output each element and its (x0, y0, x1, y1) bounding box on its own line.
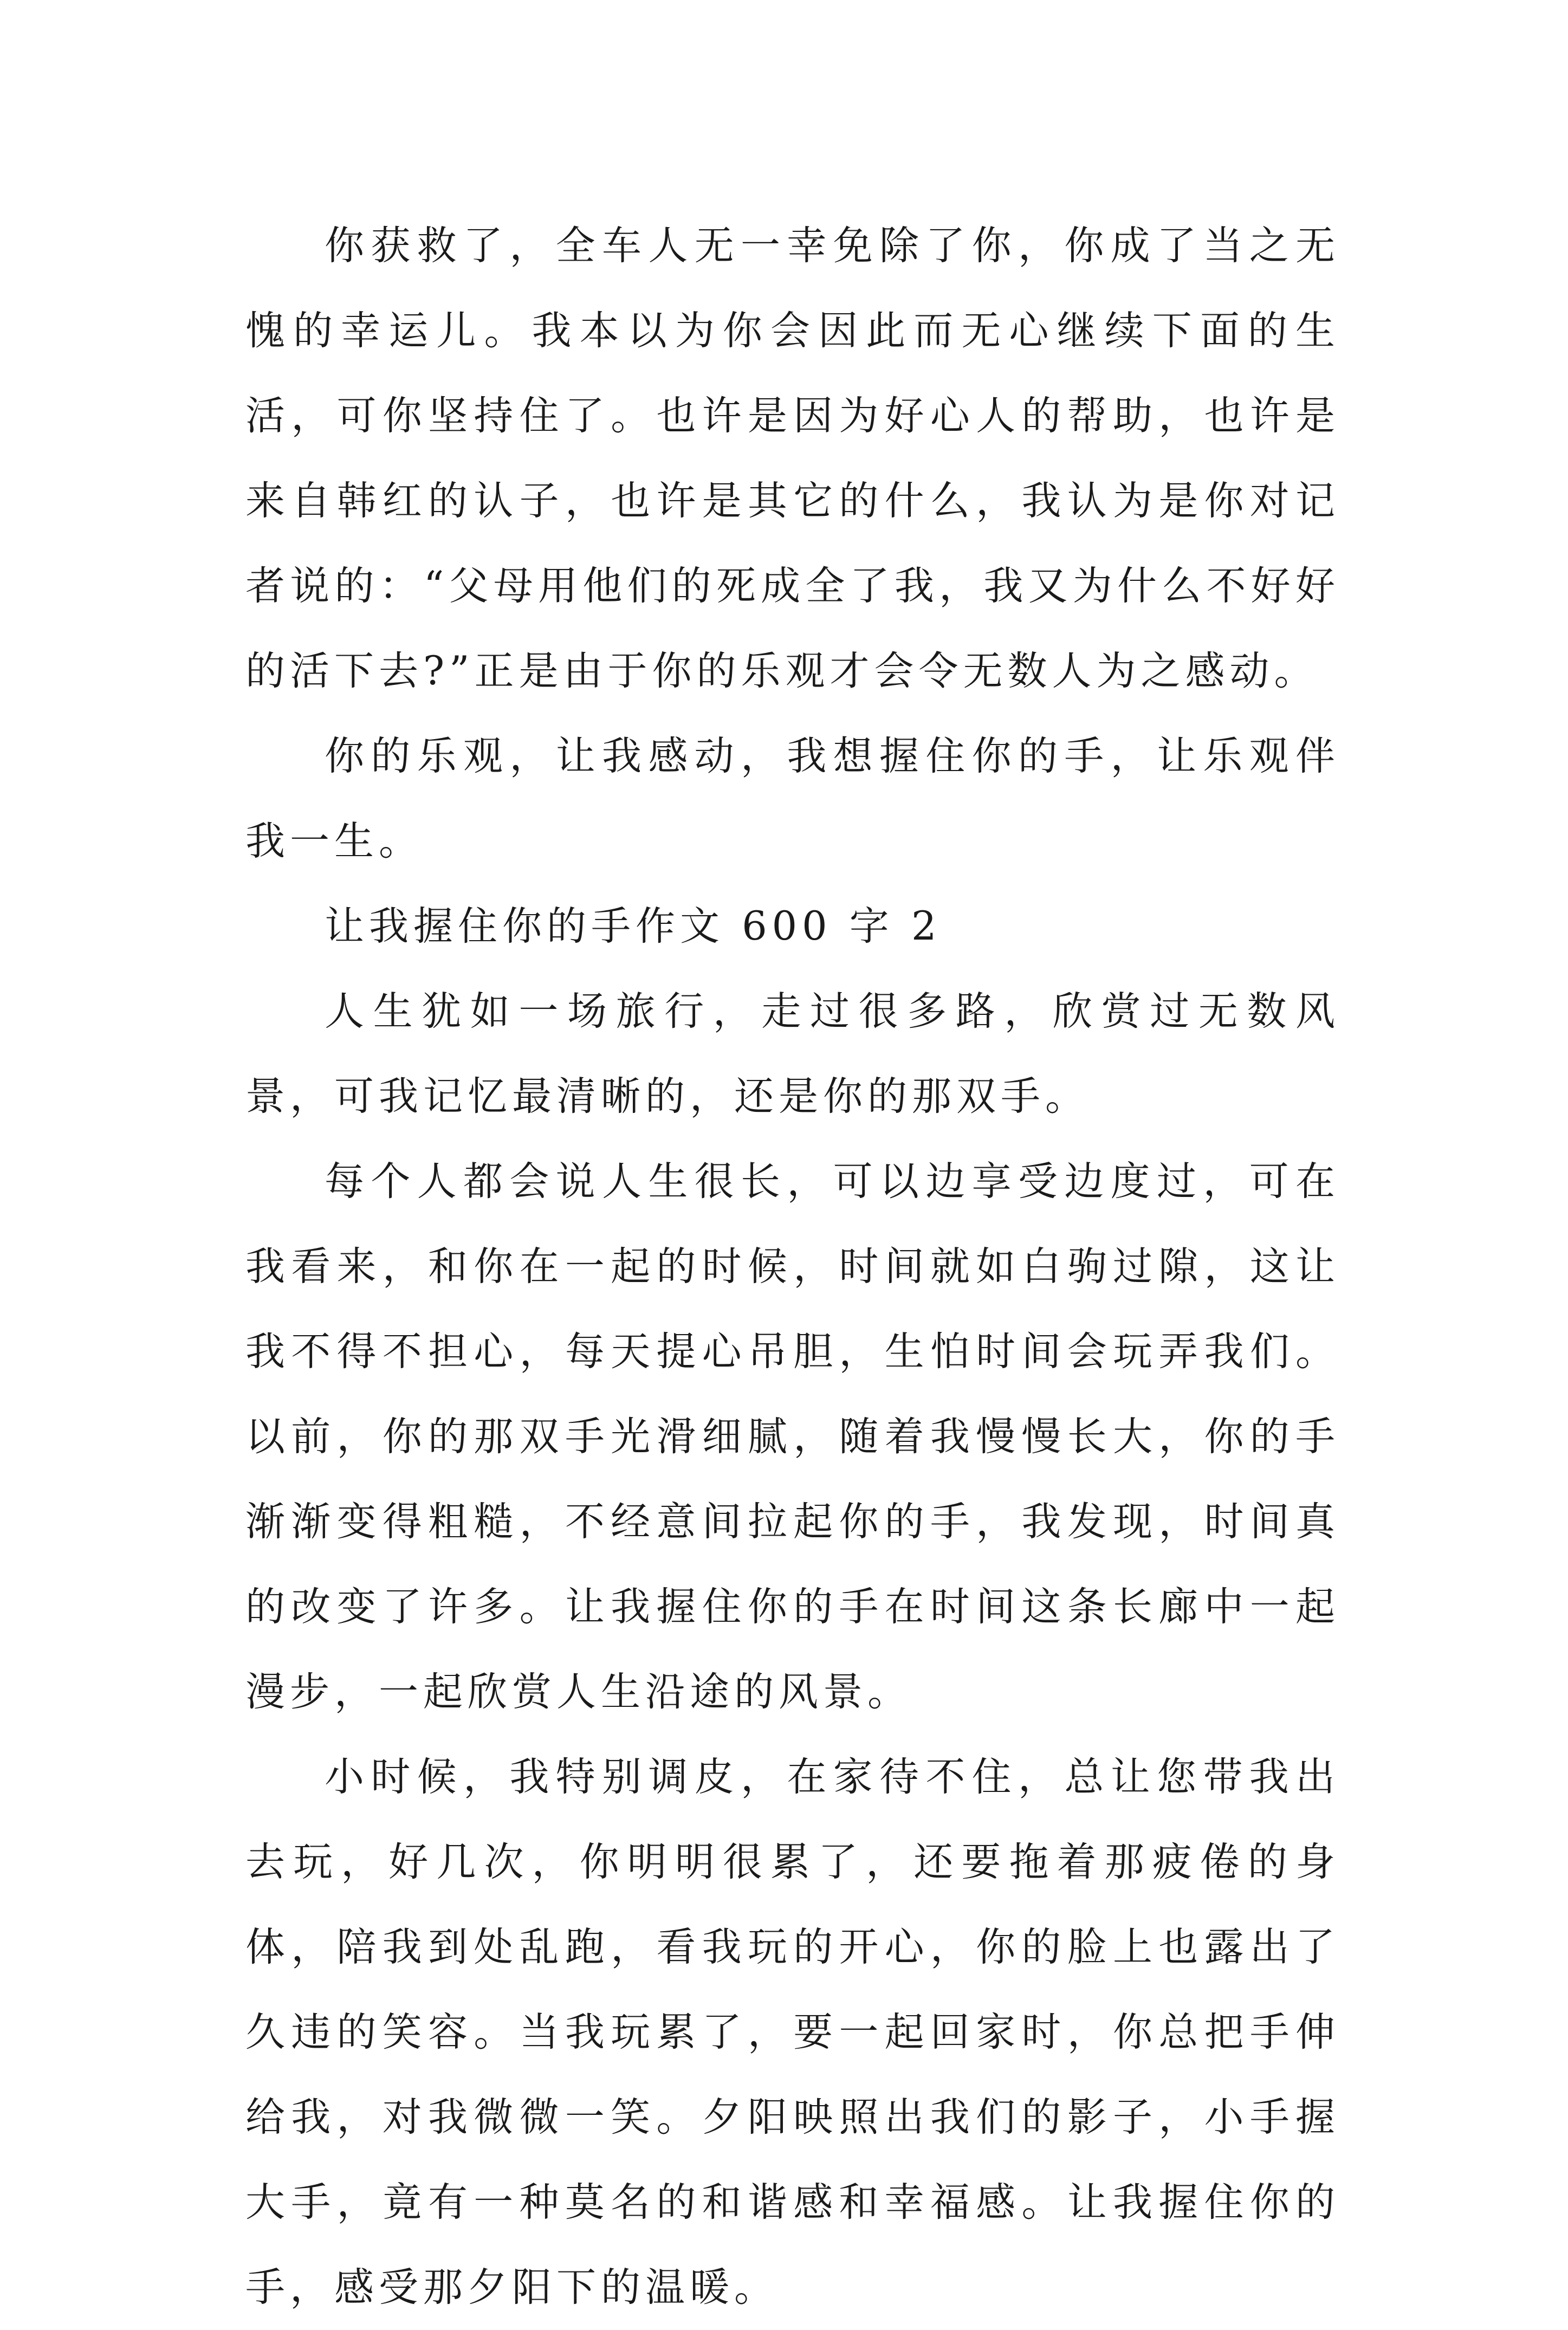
paragraph-rescue: 你获救了，全车人无一幸免除了你，你成了当之无愧的幸运儿。我本以为你会因此而无心继续下面的生活，可你坚持住了。也许是因为好心人的帮助，也许是来自韩红的认子，也许是其它的什么，我认为是你对记者说的：“父母用他们的死成全了我，我又为什么不好好的活下去?”正是由于你的乐观才会令无数人为之感动。 (245, 223, 1340, 694)
paragraph-time: 每个人都会说人生很长，可以边享受边度过，可在我看来，和你在一起的时候，时间就如白驹过隙，这让我不得不担心，每天提心吊胆，生怕时间会玩弄我们。以前，你的那双手光滑细腻，随着我慢慢长大，你的手渐渐变得粗糙，不经意间拉起你的手，我发现，时间真的改变了许多。让我握住你的手在时间这条长廊中一起漫步，一起欣赏人生沿途的风景。 (245, 1158, 1340, 1715)
paragraph-childhood: 小时候，我特别调皮，在家待不住，总让您带我出去玩，好几次，你明明很累了，还要拖着那疲倦的身体，陪我到处乱跑，看我玩的开心，你的脸上也露出了久违的笑容。当我玩累了，要一起回家时，你总把手伸给我，对我微微一笑。夕阳映照出我们的影子，小手握大手，竟有一种莫名的和谐感和幸福感。让我握住你的手，感受那夕阳下的温暖。 (245, 1754, 1340, 2310)
paragraph-journey: 人生犹如一场旅行，走过很多路，欣赏过无数风景，可我记忆最清晰的，还是你的那双手。 (245, 988, 1340, 1119)
paragraph-optimism: 你的乐观，让我感动，我想握住你的手，让乐观伴我一生。 (245, 733, 1340, 864)
document-body (245, 203, 1340, 2330)
section-title: 让我握住你的手作文 600 字 2 (325, 903, 942, 949)
